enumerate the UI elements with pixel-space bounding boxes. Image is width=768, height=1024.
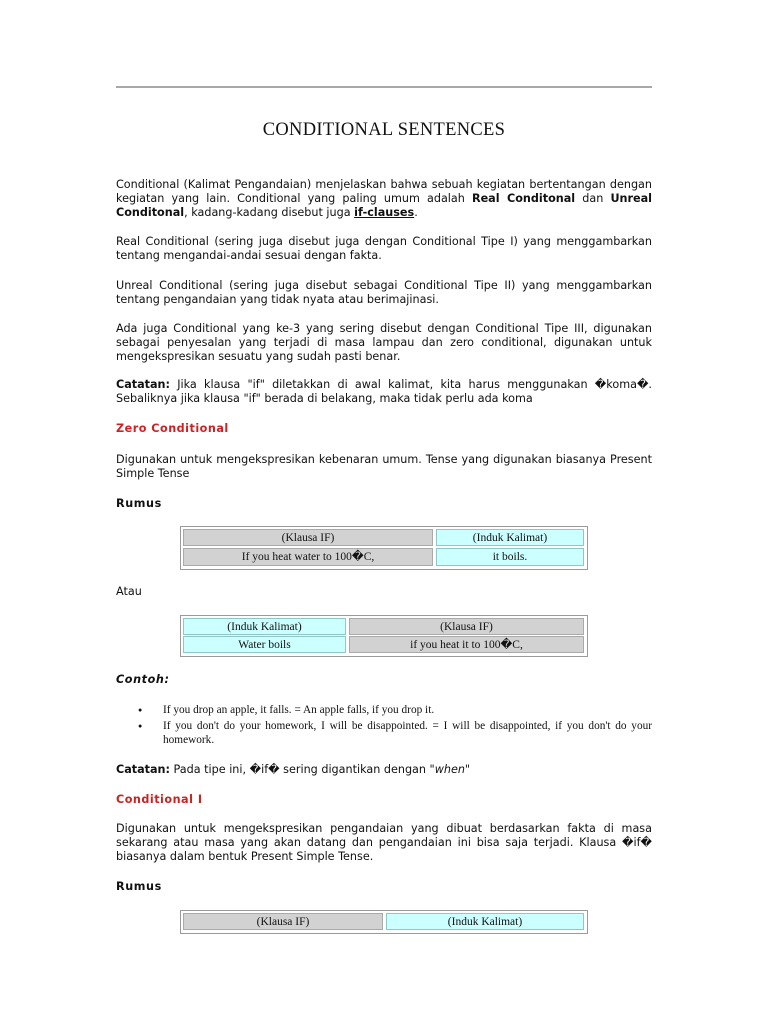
real-conditional-term: Real Conditonal: [471, 192, 576, 205]
note-text: Pada tipe ini, �if� sering digantikan dengan ": [170, 763, 435, 776]
rumus-label: Rumus: [116, 497, 162, 510]
conditional-one-heading: Conditional I: [116, 793, 203, 806]
intro-paragraph: [116, 178, 652, 220]
table-cell-if-clause: if you heat it to 100�C,: [349, 636, 584, 653]
page-title: CONDITIONAL SENTENCES: [262, 120, 506, 140]
formula-table-main-first: [180, 615, 588, 657]
table-header-if-clause: (Klausa IF): [183, 913, 383, 930]
atau-label: Atau: [116, 585, 142, 598]
table-header-if-clause: (Klausa IF): [349, 618, 584, 635]
conditional-one-description: Digunakan untuk mengekspresikan pengandaian yang dibuat berdasarkan fakta di masa sekarang atau masa yang akan datang dan pengandaian ini bisa saja terjadi. Klausa �if� biasanya dalam bentuk Present Simple Tense.: [116, 822, 652, 863]
intro-text: .: [414, 206, 418, 219]
if-clauses-link[interactable]: if-clauses: [354, 206, 415, 219]
real-conditional-paragraph: Real Conditional (sering juga disebut juga dengan Conditional Tipe I) yang menggambarkan tentang mengandai-andai sesuai dengan fakta.: [116, 235, 652, 262]
table-header-main-clause: (Induk Kalimat): [386, 913, 584, 930]
when-word: when: [434, 763, 465, 776]
table-header-if-clause: (Klausa IF): [183, 529, 433, 546]
table-cell-main-clause: Water boils: [183, 636, 346, 653]
intro-text: dan: [575, 192, 611, 205]
formula-table-conditional-one: [180, 910, 588, 934]
table-header-main-clause: (Induk Kalimat): [436, 529, 584, 546]
zero-note-paragraph: [116, 763, 652, 777]
table-cell-main-clause: it boils.: [436, 548, 584, 566]
table-cell-if-clause: If you heat water to 100�C,: [183, 548, 433, 566]
intro-text: Conditional (Kalimat Pengandaian) menjelaskan bahwa sebuah kegiatan bertentangan dengan kegiatan yang lain. Conditional yang paling umum adalah: [116, 178, 652, 205]
rumus-label: Rumus: [116, 880, 162, 893]
note-text: ": [464, 763, 471, 776]
note-paragraph: [116, 378, 652, 406]
unreal-conditional-paragraph: Unreal Conditional (sering juga disebut sebagai Conditional Tipe II) yang menggambarkan tentang pengandaian yang tidak nyata atau berimajinasi.: [116, 279, 652, 306]
example-list: [136, 703, 652, 749]
table-header-main-clause: (Induk Kalimat): [183, 618, 346, 635]
type-three-paragraph: Ada juga Conditional yang ke-3 yang sering disebut dengan Conditional Tipe III, digunakan sebagai penyesalan yang terjadi di masa lampau dan zero conditional, digunakan untuk mengekspresikan sesuatu yang sudah pasti benar.: [116, 322, 652, 363]
list-item: ● If you don't do your homework, I will be disappointed. = I will be disappointed, if you don't do your homework.: [136, 719, 652, 747]
intro-text: , kadang-kadang disebut juga: [184, 206, 355, 219]
unreal-conditional-term: Unreal Conditonal: [116, 192, 652, 219]
note-label: Catatan:: [116, 378, 170, 391]
contoh-label: Contoh:: [116, 673, 170, 686]
top-divider: [116, 86, 652, 88]
note-text: Jika klausa "if" diletakkan di awal kalimat, kita harus menggunakan �koma�. Sebaliknya jika klausa "if" berada di belakang, maka tidak perlu ada koma: [116, 378, 652, 405]
note-label: Catatan:: [116, 763, 170, 776]
zero-conditional-description: Digunakan untuk mengekspresikan kebenaran umum. Tense yang digunakan biasanya Present Simple Tense: [116, 453, 652, 480]
list-item: ● If you drop an apple, it falls. = An apple falls, if you drop it.: [136, 703, 652, 717]
zero-conditional-heading: Zero Conditional: [116, 422, 229, 435]
formula-table-if-first: [180, 526, 588, 570]
